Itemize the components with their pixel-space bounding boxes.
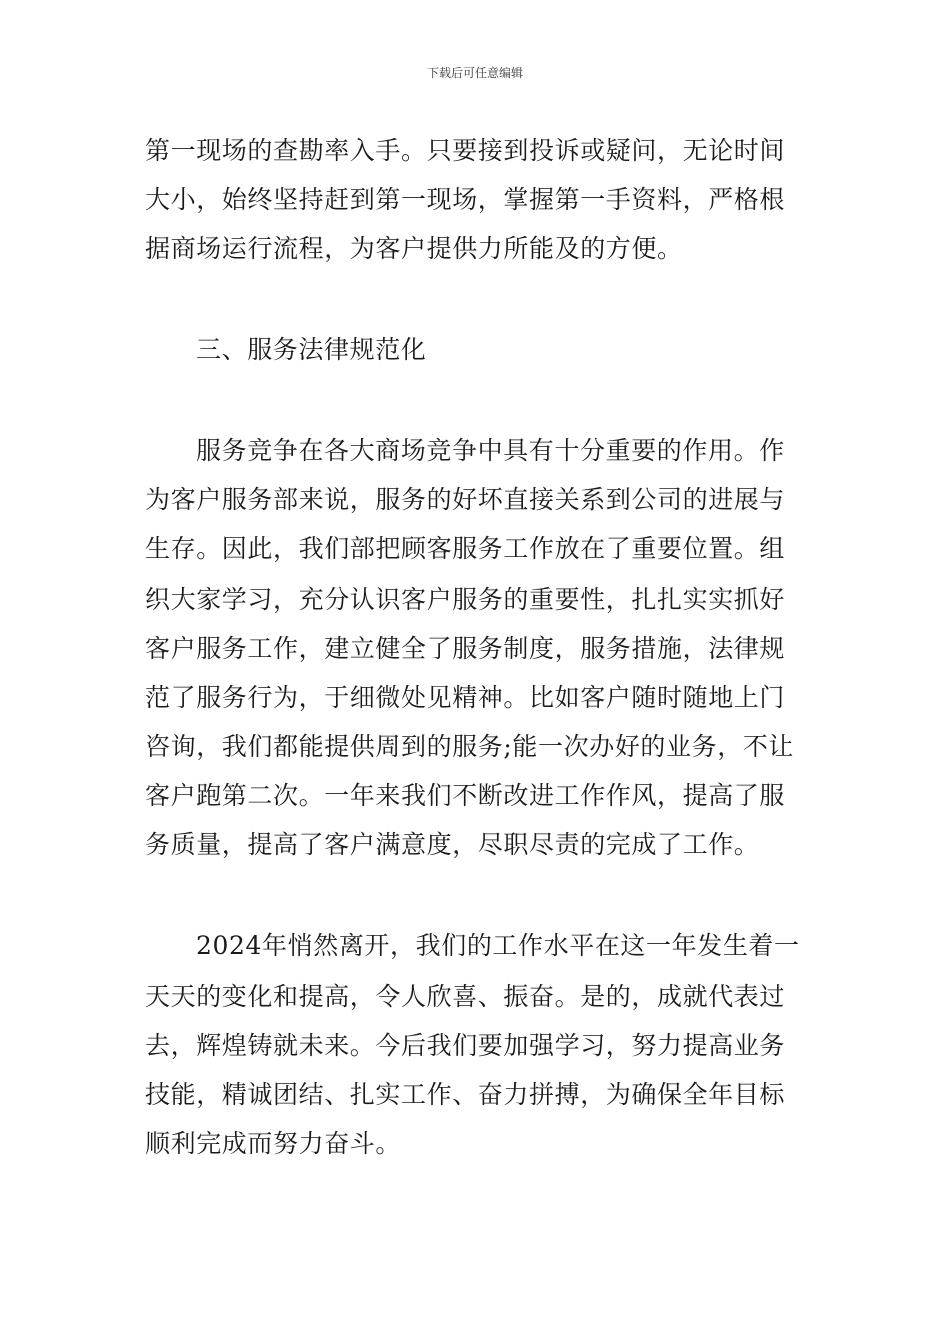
paragraph-3-line-2: 天天的变化和提高，令人欣喜、振奋。是的，成就代表过 xyxy=(145,982,786,1011)
paragraph-2-line-9: 务质量，提高了客户满意度，尽职尽责的完成了工作。 xyxy=(145,830,760,859)
paragraph-3-line-1: 2024年悄然离开，我们的工作水平在这一年发生着一 xyxy=(196,931,800,960)
page-header: 下载后可任意编辑 xyxy=(426,66,523,80)
paragraph-1-line-3: 据商场运行流程，为客户提供力所能及的方便。 xyxy=(145,234,683,263)
section-heading: 三、服务法律规范化 xyxy=(196,335,427,364)
paragraph-2-line-5: 客户服务工作，建立健全了服务制度，服务措施，法律规 xyxy=(145,634,786,663)
paragraph-2-line-4: 织大家学习，充分认识客户服务的重要性，扎扎实实抓好 xyxy=(145,585,786,614)
paragraph-2-line-6: 范了服务行为，于细微处见精神。比如客户随时随地上门 xyxy=(145,683,786,712)
paragraph-2-line-3: 生存。因此，我们部把顾客服务工作放在了重要位置。组 xyxy=(145,534,786,563)
paragraph-2-line-1: 服务竞争在各大商场竞争中具有十分重要的作用。作 xyxy=(196,436,785,465)
paragraph-2-line-7: 咨询，我们都能提供周到的服务;能一次办好的业务，不让 xyxy=(145,732,795,761)
paragraph-1-line-2: 大小，始终坚持赶到第一现场，掌握第一手资料，严格根 xyxy=(145,185,786,214)
paragraph-3-line-4: 技能，精诚团结、扎实工作、奋力拼搏，为确保全年目标 xyxy=(145,1080,786,1109)
paragraph-2-line-8: 客户跑第二次。一年来我们不断改进工作作风，提高了服 xyxy=(145,781,786,810)
paragraph-2-line-2: 为客户服务部来说，服务的好坏直接关系到公司的进展与 xyxy=(145,485,786,514)
paragraph-1-line-1: 第一现场的查勘率入手。只要接到投诉或疑问，无论时间 xyxy=(145,136,786,165)
paragraph-3-line-5: 顺利完成而努力奋斗。 xyxy=(145,1129,402,1158)
paragraph-3-line-3: 去，辉煌铸就未来。今后我们要加强学习，努力提高业务 xyxy=(145,1031,786,1060)
